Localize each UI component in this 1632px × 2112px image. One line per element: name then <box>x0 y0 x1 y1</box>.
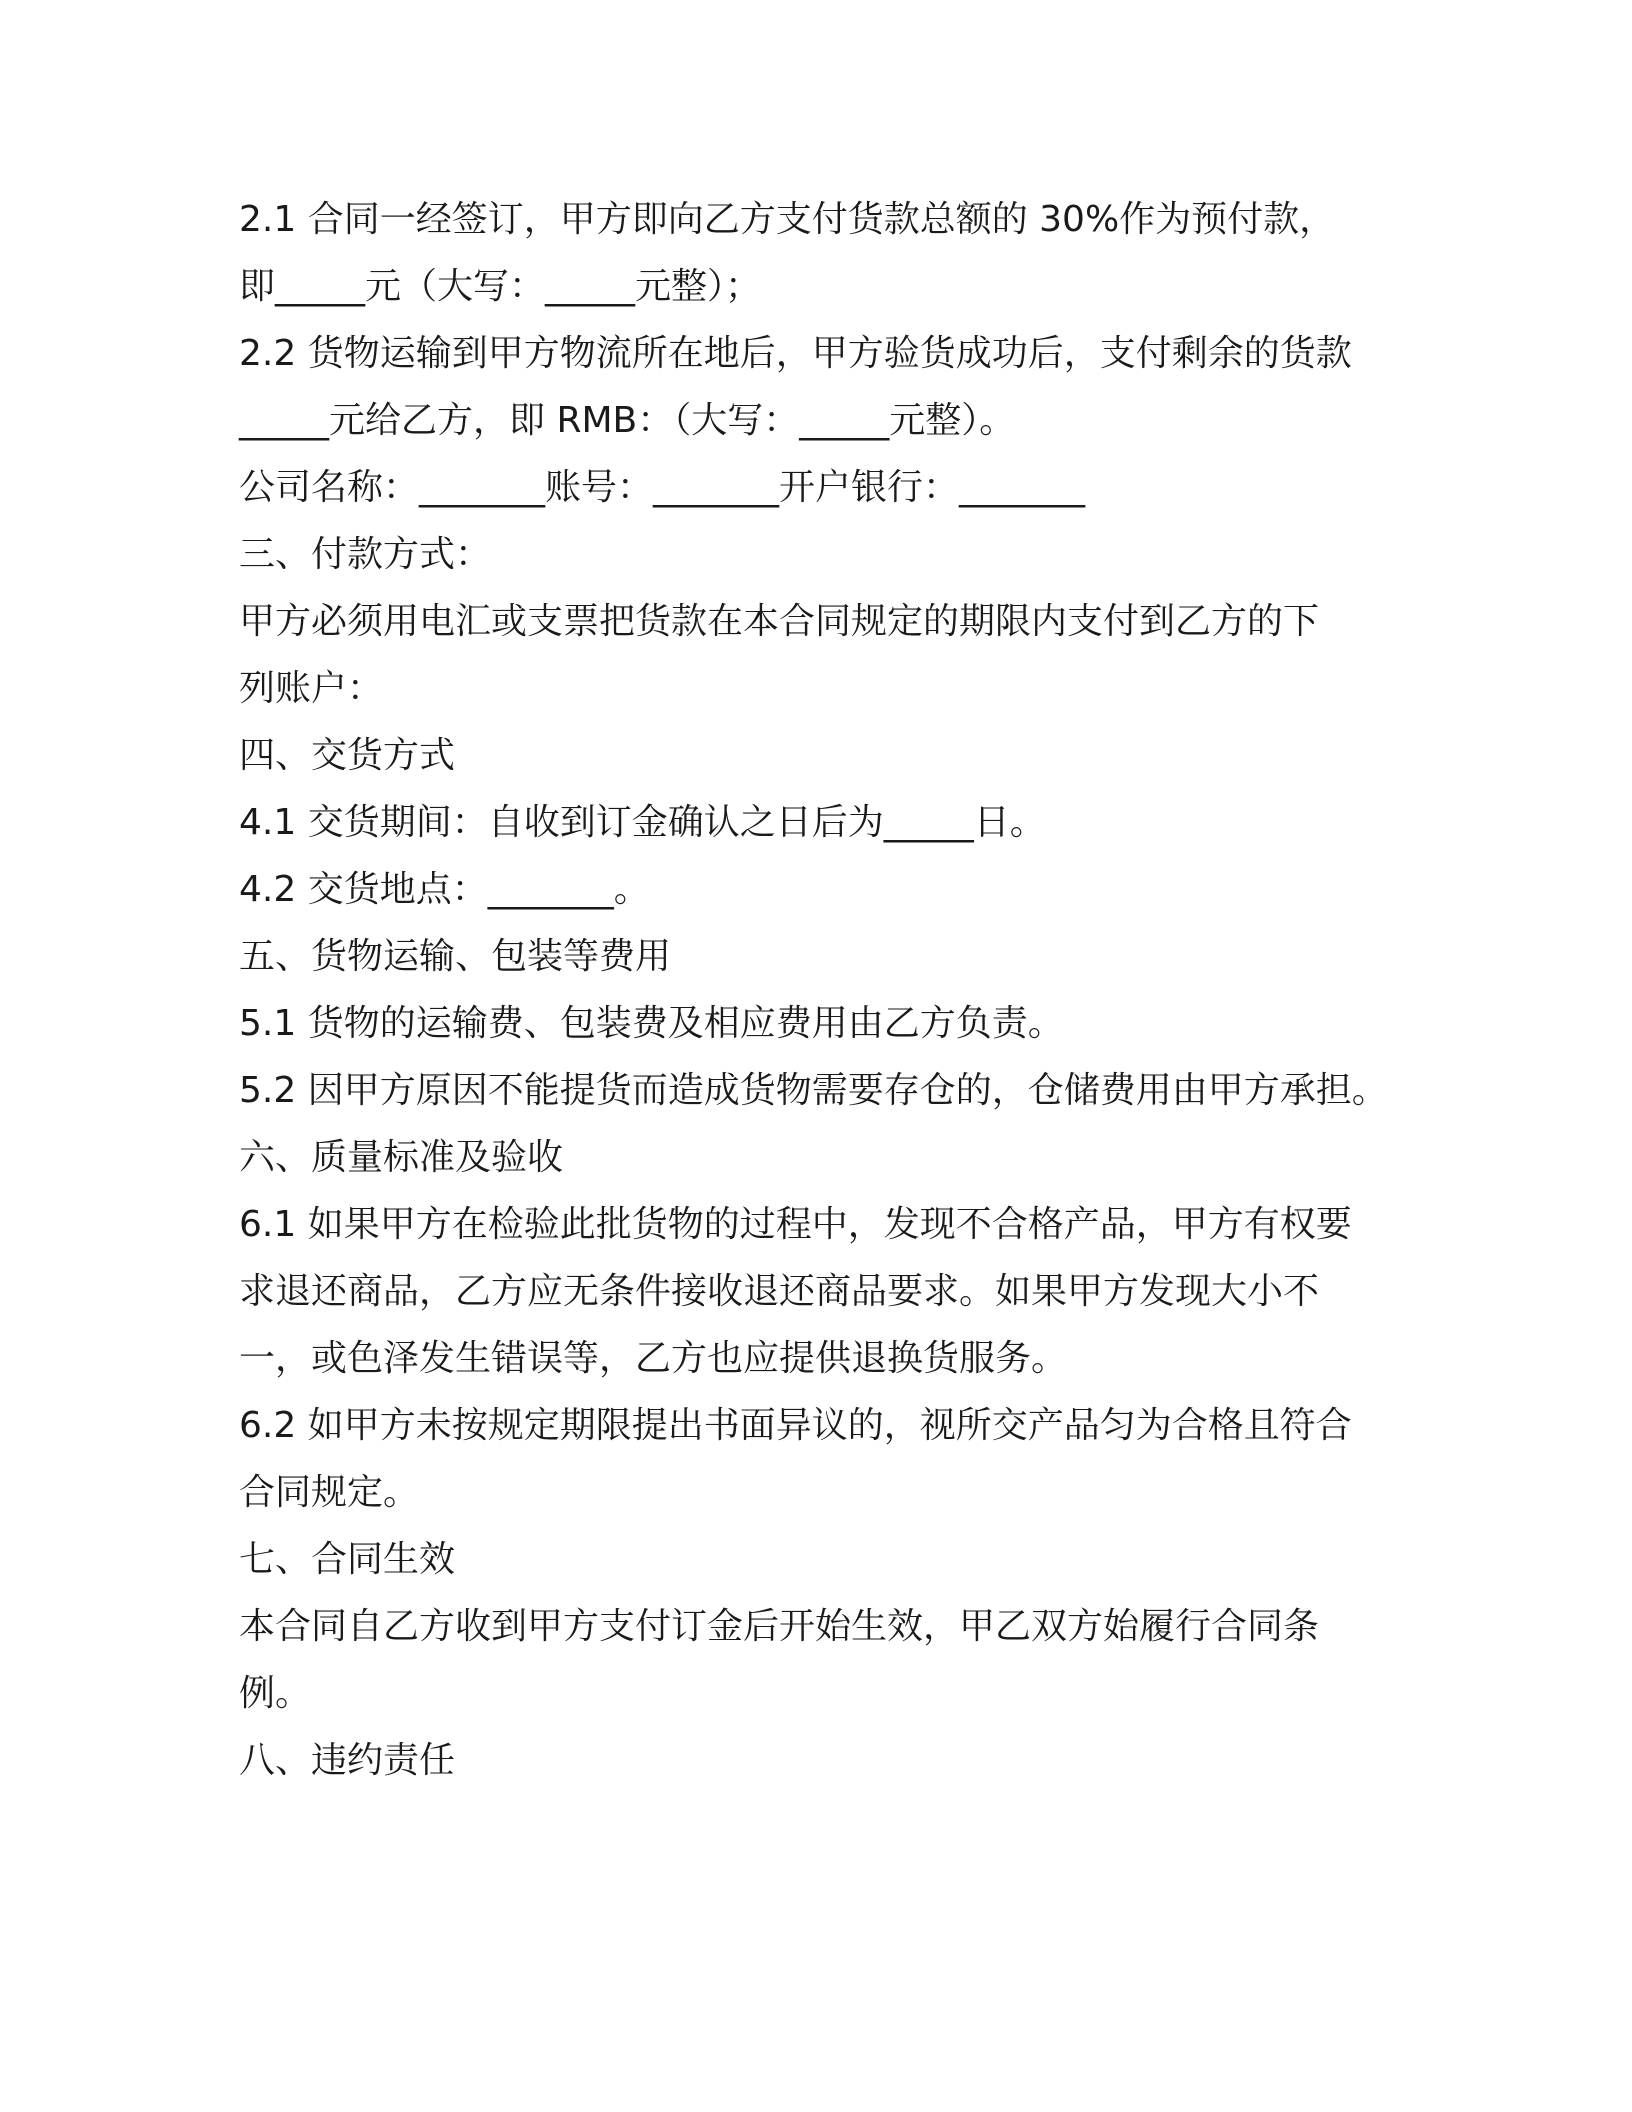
clause-6-1-line-3: 一，或色泽发生错误等，乙方也应提供退换货服务。 <box>239 1338 1068 1379</box>
clause-6-2-line-2: 合同规定。 <box>239 1472 420 1513</box>
payment-text-line-2: 列账户： <box>239 668 384 709</box>
payment-text-line-1: 甲方必须用电汇或支票把货款在本合同规定的期限内支付到乙方的下 <box>239 601 1320 642</box>
section-heading-delivery: 四、交货方式 <box>239 735 456 776</box>
section-heading-payment: 三、付款方式： <box>239 534 492 575</box>
clause-2-2-line-1: 2.2 货物运输到甲方物流所在地后，甲方验货成功后，支付剩余的货款 <box>239 333 1352 374</box>
clause-2-1-line-2: 即_____元（大写：_____元整）； <box>239 266 762 307</box>
section-heading-effect: 七、合同生效 <box>239 1539 456 1580</box>
clause-6-2-line-1: 6.2 如甲方未按规定期限提出书面异议的，视所交产品匀为合格且符合 <box>239 1405 1352 1446</box>
section-heading-shipping-costs: 五、货物运输、包装等费用 <box>239 936 672 977</box>
clause-4-2: 4.2 交货地点：_______。 <box>239 869 650 910</box>
clause-5-2: 5.2 因甲方原因不能提货而造成货物需要存仓的，仓储费用由甲方承担。 <box>239 1070 1388 1111</box>
effect-text-line-2: 例。 <box>239 1673 312 1714</box>
clause-6-1-line-1: 6.1 如果甲方在检验此批货物的过程中，发现不合格产品，甲方有权要 <box>239 1204 1352 1245</box>
section-heading-quality: 六、质量标准及验收 <box>239 1137 564 1178</box>
clause-5-1: 5.1 货物的运输费、包装费及相应费用由乙方负责。 <box>239 1003 1064 1044</box>
section-heading-liability: 八、违约责任 <box>239 1740 456 1781</box>
clause-2-1-line-1: 2.1 合同一经签订，甲方即向乙方支付货款总额的 30%作为预付款， <box>239 199 1336 240</box>
clause-6-1-line-2: 求退还商品，乙方应无条件接收退还商品要求。如果甲方发现大小不 <box>239 1271 1320 1312</box>
clause-2-2-line-2: _____元给乙方，即 RMB：（大写：_____元整）。 <box>239 400 1016 441</box>
effect-text-line-1: 本合同自乙方收到甲方支付订金后开始生效，甲乙双方始履行合同条 <box>239 1606 1320 1647</box>
clause-4-1: 4.1 交货期间：自收到订金确认之日后为_____日。 <box>239 802 1046 843</box>
document-body <box>239 186 1439 1794</box>
account-info-line: 公司名称：_______账号：_______开户银行：_______ <box>239 467 1086 508</box>
